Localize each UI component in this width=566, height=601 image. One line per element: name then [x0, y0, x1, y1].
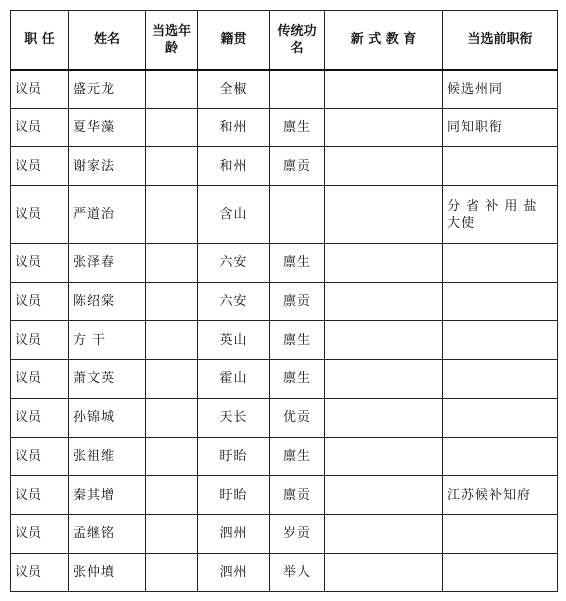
cell-education [325, 321, 443, 360]
table-row [11, 398, 558, 437]
cell-degree: 岁贡 [270, 514, 325, 553]
cell-previous-title [443, 147, 558, 186]
cell-education [325, 437, 443, 476]
cell-name: 秦其增 [69, 476, 146, 515]
cell-age [146, 476, 198, 515]
cell-age [146, 514, 198, 553]
cell-previous-title [443, 437, 558, 476]
cell-position: 议员 [11, 321, 69, 360]
cell-origin: 霍山 [198, 360, 270, 399]
cell-origin: 六安 [198, 244, 270, 283]
cell-degree: 举人 [270, 553, 325, 592]
table-body [11, 70, 558, 592]
cell-origin: 全椒 [198, 70, 270, 109]
cell-age [146, 282, 198, 321]
header-row [11, 11, 558, 70]
cell-education [325, 147, 443, 186]
cell-age [146, 186, 198, 244]
cell-education [325, 514, 443, 553]
cell-age [146, 553, 198, 592]
table-row [11, 514, 558, 553]
table-row [11, 108, 558, 147]
cell-position: 议员 [11, 186, 69, 244]
cell-degree: 廪贡 [270, 476, 325, 515]
cell-education [325, 360, 443, 399]
cell-previous-title: 分 省 补 用 盐 大使 [443, 186, 558, 244]
cell-origin: 和州 [198, 108, 270, 147]
cell-previous-title [443, 553, 558, 592]
cell-origin: 天长 [198, 398, 270, 437]
cell-name: 张祖维 [69, 437, 146, 476]
cell-age [146, 244, 198, 283]
cell-position: 议员 [11, 553, 69, 592]
cell-degree: 廪生 [270, 360, 325, 399]
table-row [11, 437, 558, 476]
cell-education [325, 186, 443, 244]
cell-previous-title: 同知职衔 [443, 108, 558, 147]
cell-position: 议员 [11, 398, 69, 437]
header-name: 姓名 [69, 11, 146, 70]
cell-name: 孟继铭 [69, 514, 146, 553]
cell-education [325, 70, 443, 109]
cell-name: 盛元龙 [69, 70, 146, 109]
cell-degree: 廪生 [270, 244, 325, 283]
cell-position: 议员 [11, 476, 69, 515]
header-education: 新 式 教 育 [325, 11, 443, 70]
table-row [11, 186, 558, 244]
cell-degree [270, 70, 325, 109]
cell-degree: 廪贡 [270, 282, 325, 321]
cell-degree: 廪生 [270, 321, 325, 360]
cell-name: 严道治 [69, 186, 146, 244]
cell-position: 议员 [11, 437, 69, 476]
table-row [11, 553, 558, 592]
cell-name: 张仲墳 [69, 553, 146, 592]
cell-previous-title [443, 321, 558, 360]
table-row [11, 360, 558, 399]
cell-name: 方 干 [69, 321, 146, 360]
cell-position: 议员 [11, 282, 69, 321]
cell-education [325, 476, 443, 515]
cell-origin: 盱眙 [198, 437, 270, 476]
header-previous-title: 当选前职衔 [443, 11, 558, 70]
cell-age [146, 108, 198, 147]
cell-previous-title: 江苏候补知府 [443, 476, 558, 515]
cell-degree: 廪生 [270, 437, 325, 476]
cell-position: 议员 [11, 244, 69, 283]
cell-name: 萧文英 [69, 360, 146, 399]
cell-degree: 廪生 [270, 108, 325, 147]
header-degree: 传统功名 [270, 11, 325, 70]
cell-previous-title [443, 282, 558, 321]
cell-age [146, 70, 198, 109]
cell-education [325, 553, 443, 592]
cell-education [325, 244, 443, 283]
cell-previous-title [443, 398, 558, 437]
cell-origin: 和州 [198, 147, 270, 186]
cell-name: 张泽春 [69, 244, 146, 283]
cell-name: 谢家法 [69, 147, 146, 186]
header-age: 当选年龄 [146, 11, 198, 70]
cell-previous-title: 候选州同 [443, 70, 558, 109]
header-position: 职 任 [11, 11, 69, 70]
table-row [11, 321, 558, 360]
cell-age [146, 398, 198, 437]
cell-origin: 含山 [198, 186, 270, 244]
cell-position: 议员 [11, 70, 69, 109]
cell-degree [270, 186, 325, 244]
cell-origin: 英山 [198, 321, 270, 360]
header-origin: 籍贯 [198, 11, 270, 70]
cell-name: 夏华藻 [69, 108, 146, 147]
cell-origin: 盱眙 [198, 476, 270, 515]
cell-education [325, 108, 443, 147]
cell-name: 陈绍棠 [69, 282, 146, 321]
cell-position: 议员 [11, 514, 69, 553]
cell-age [146, 437, 198, 476]
cell-position: 议员 [11, 360, 69, 399]
cell-position: 议员 [11, 108, 69, 147]
table-row [11, 147, 558, 186]
table-row [11, 282, 558, 321]
cell-age [146, 147, 198, 186]
table-row [11, 244, 558, 283]
cell-education [325, 398, 443, 437]
cell-origin: 泗州 [198, 514, 270, 553]
cell-previous-title [443, 360, 558, 399]
cell-age [146, 321, 198, 360]
table-row [11, 70, 558, 109]
cell-degree: 廪贡 [270, 147, 325, 186]
legislators-table [10, 10, 558, 592]
cell-previous-title [443, 244, 558, 283]
cell-degree: 优贡 [270, 398, 325, 437]
cell-origin: 六安 [198, 282, 270, 321]
cell-name: 孙锦城 [69, 398, 146, 437]
cell-age [146, 360, 198, 399]
cell-origin: 泗州 [198, 553, 270, 592]
table-row [11, 476, 558, 515]
cell-education [325, 282, 443, 321]
cell-position: 议员 [11, 147, 69, 186]
cell-previous-title [443, 514, 558, 553]
